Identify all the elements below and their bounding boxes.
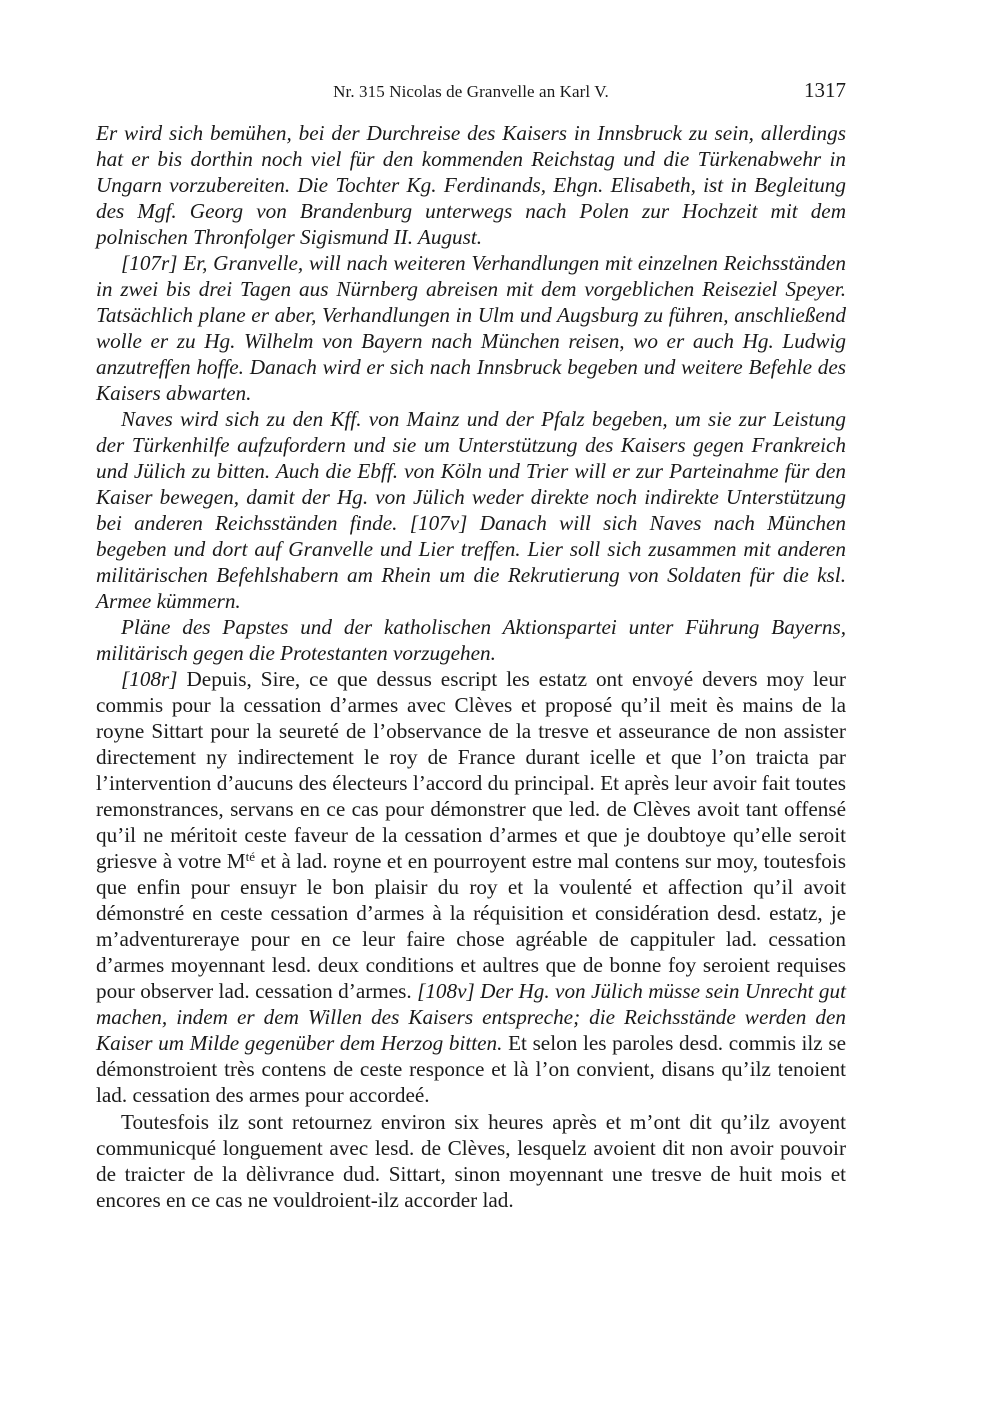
page-header — [96, 78, 846, 108]
editorial-summary-inline: [108v] Der Hg. von Jülich müsse sein Unrecht gut machen, indem er dem Willen des Kaisers entspreche; die Reichsstände werden den Kaiser um Milde gegenüber dem Herzog bitten. — [96, 979, 846, 1055]
summary-paragraph-2: [107r] Er, Granvelle, will nach weiteren Verhandlungen mit einzelnen Reichsständen in zwei bis drei Tagen aus Nürnberg abreisen mit dem vorgeblichen Reiseziel Speyer. Tatsächlich plane er aber, Verhandlungen in Ulm und Augsburg zu führen, anschließend wolle er zu Hg. Wilhelm von Bayern nach München reisen, wo er auch Hg. Ludwig anzutreffen hoffe. Danach wird er sich nach Innsbruck begeben und weitere Befehle des Kaisers abwarten. — [96, 251, 846, 405]
letter-paragraph-1 — [96, 666, 846, 1108]
summary-paragraph-3: Naves wird sich zu den Kff. von Mainz und der Pfalz begeben, um sie zur Leistung der Türkenhilfe aufzufordern und sie um Unterstützung des Kaisers gegen Frankreich und Jülich zu bitten. Auch die Ebff. von Köln und Trier will er zur Parteinahme für den Kaiser bewegen, damit der Hg. von Jülich weder direkte noch indirekte Unterstützung bei anderen Reichsständen finde. [107v] Danach will sich Naves nach München begeben und dort auf Granvelle und Lier treffen. Lier soll sich zusammen mit anderen militärischen Befehlshabern am Rhein um die Rekrutierung von Soldaten für die ksl. Armee kümmern. — [96, 407, 846, 613]
letter-text-part-3: Et selon les paroles desd. commis ilz se démonstroient très contens de ceste responce et là l’on convient, disans qu’ilz tenoient lad. cessation des armes pour accordeé. — [96, 1031, 846, 1107]
summary-paragraph-1: Er wird sich bemühen, bei der Durchreise des Kaisers in Innsbruck zu sein, allerdings hat er bis dorthin noch viel für den kommenden Reichstag und die Türkenabwehr in Ungarn vorzubereiten. Die Tochter Kg. Ferdinands, Ehgn. Elisabeth, ist in Begleitung des Mgf. Georg von Brandenburg unterwegs nach Polen zur Hochzeit mit dem polnischen Thronfolger Sigismund II. August. — [96, 121, 846, 249]
letter-text-part-2: et à lad. royne et en pourroyent estre mal contens sur moy, toutesfois que enfin pour ensuyr le bon plaisir du roy et la voulenté et affection qu’il avoit démonstré en ceste cessation d’armes à la réquisition et considération desd. estatz, je m’adventureraye pour en ce leur faire chose agréable de cappituler lad. cessation d’armes moyennant lesd. deux conditions et aultres que de bonne foy seroient requises pour observer lad. cessation d’armes. — [96, 849, 846, 1003]
document-body — [96, 120, 846, 1213]
running-title: Nr. 315 Nicolas de Granvelle an Karl V. — [333, 82, 609, 101]
page-number: 1317 — [804, 78, 846, 102]
letter-paragraph-2: Toutesfois ilz sont retournez environ six heures après et m’ont dit qu’ilz avoyent communicqué longuement avec lesd. de Clèves, lesquelz avoient dit non avoir pouvoir de traicter de la dèlivrance dud. Sittart, sinon moyennant une tresve de huit mois et encores en ce cas ne vouldroient-ilz accorder lad. — [96, 1110, 846, 1212]
superscript-abbrev: té — [245, 849, 256, 864]
folio-marker: [108r] — [121, 667, 178, 691]
letter-text-part-1: Depuis, Sire, ce que dessus escript les estatz ont envoyé devers moy leur commis pour la cessation d’armes avec Clèves et proposé qu’il meit ès mains de la royne Sittart pour la seureté de l’observance de la tresve et asseurance de non assister directement ny indirectement le roy de France durant icelle et que l’on traicta par l’intervention d’aucuns des électeurs l’accord du principal. Et après leur avoir fait toutes remonstrances, servans en ce cas pour démonstrer que led. de Clèves avoit tant offensé qu’il ne méritoit ceste faveur de la cessation d’armes et que je doubtoye qu’elle seroit griesve à votre M — [96, 667, 846, 873]
summary-paragraph-4: Pläne des Papstes und der katholischen Aktionspartei unter Führung Bayerns, militärisch gegen die Protestanten vorzugehen. — [96, 615, 846, 665]
